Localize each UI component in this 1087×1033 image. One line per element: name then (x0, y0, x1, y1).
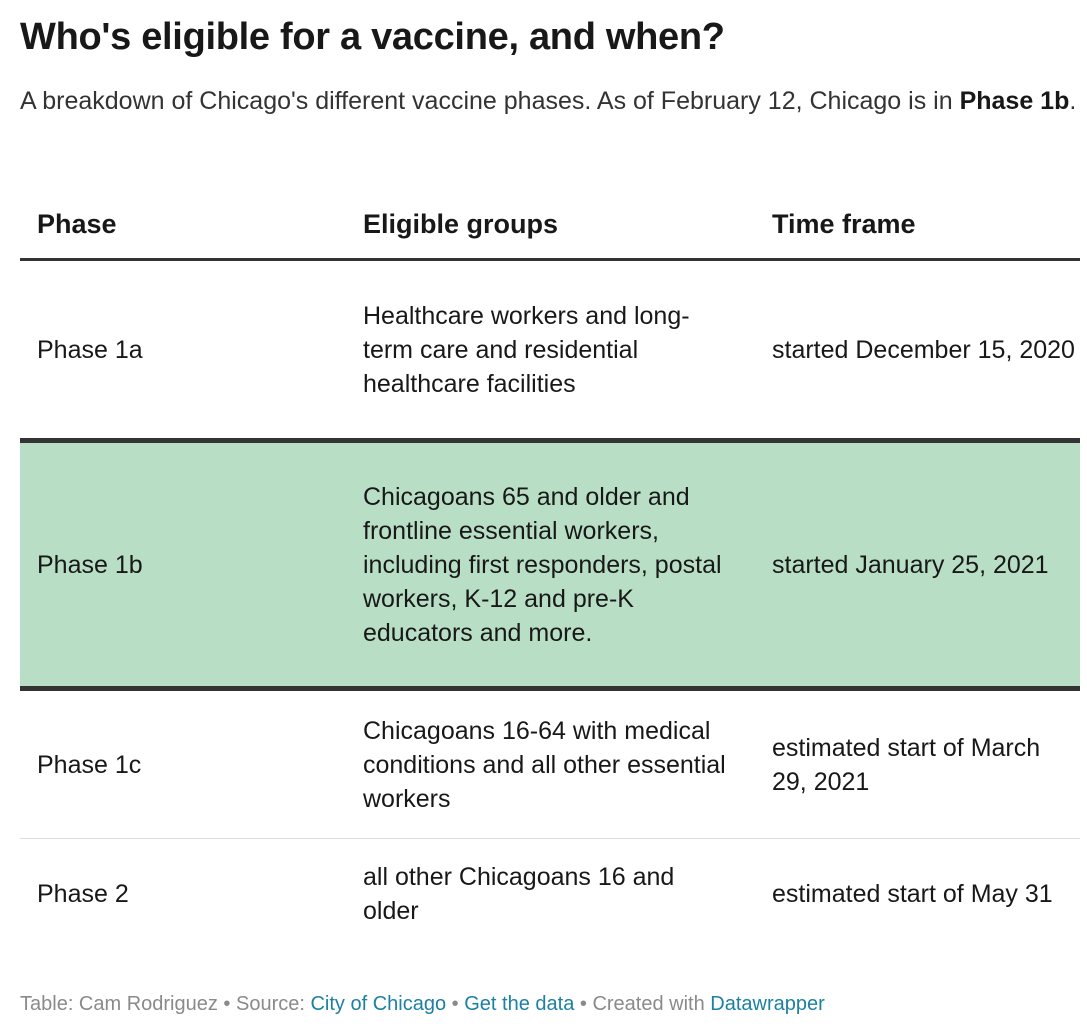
chart-footer (20, 990, 825, 1018)
eligible-groups-cell: all other Chicagoans 16 and older (363, 863, 675, 925)
eligible-groups-cell: Chicagoans 65 and older and frontline essential workers, including first responders, postal workers, K-12 and pre-K educators and more. (363, 482, 722, 647)
subtitle-highlight: Phase 1b (959, 87, 1070, 115)
datawrapper-link[interactable]: Datawrapper (710, 993, 825, 1015)
footer-separator: • (574, 993, 593, 1015)
time-frame-cell: started January 25, 2021 (772, 550, 1049, 579)
get-the-data-link[interactable]: Get the data (464, 993, 575, 1015)
footer-source-label: Source: (236, 993, 311, 1015)
subtitle-text: A breakdown of Chicago's different vaccine phases. As of February 12, Chicago is in (20, 87, 960, 115)
table-row-highlighted (20, 443, 1080, 691)
time-frame-cell: started December 15, 2020 (772, 335, 1075, 364)
footer-separator: • (217, 993, 236, 1015)
chart-subtitle (20, 84, 1080, 118)
phase-cell: Phase 1a (37, 335, 143, 364)
column-header-time-frame[interactable]: Time frame (772, 209, 916, 239)
footer-separator: • (446, 993, 465, 1015)
column-header-phase[interactable]: Phase (37, 209, 117, 239)
column-header-eligible-groups[interactable]: Eligible groups (363, 209, 559, 239)
table-row (20, 839, 1080, 949)
time-frame-cell: estimated start of May 31 (772, 880, 1053, 908)
footer-created-with: Created with (592, 993, 711, 1015)
vaccine-phase-table (20, 192, 1080, 949)
table-header-row (20, 192, 1080, 261)
eligible-groups-cell: Healthcare workers and long-term care and residential healthcare facilities (363, 301, 690, 398)
footer-table-credit: Table: Cam Rodriguez (20, 993, 218, 1015)
phase-cell: Phase 2 (37, 880, 129, 908)
phase-cell: Phase 1b (37, 550, 143, 579)
eligible-groups-cell: Chicagoans 16-64 with medical conditions and all other essential workers (363, 716, 726, 813)
source-link[interactable]: City of Chicago (310, 993, 447, 1015)
subtitle-end: . (1069, 87, 1077, 115)
table-row (20, 261, 1080, 443)
table-row (20, 691, 1080, 839)
chart-title: Who's eligible for a vaccine, and when? (20, 16, 725, 58)
time-frame-cell: estimated start of March 29, 2021 (772, 733, 1041, 796)
phase-cell: Phase 1c (37, 750, 142, 779)
